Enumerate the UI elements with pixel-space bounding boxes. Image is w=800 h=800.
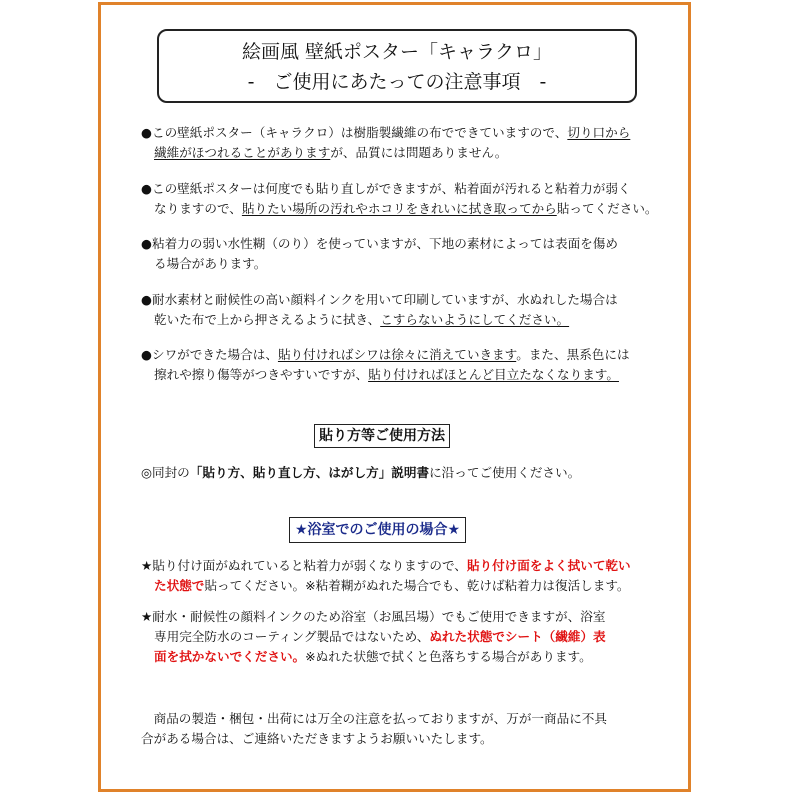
note-wrinkles: ●シワができた場合は、貼り付ければシワは徐々に消えていきます。また、黒系色には 擦れや擦り傷等がつきやすいですが、貼り付ければほとんど目立たなくなります。 [141,347,630,382]
title-line-1: 絵画風 壁紙ポスター「キャラクロ」 [241,41,553,63]
page-frame [98,2,691,792]
bath-heading: ★浴室でのご使用の場合★ [289,517,466,543]
bath-note-dry: ★貼り付け面がぬれていると粘着力が弱くなりますので、貼り付け面をよく拭いて乾い た状態で貼ってください。※粘着糊がぬれた場合でも、乾けば粘着力は復活します。 [141,558,631,593]
usage-heading: 貼り方等ご使用方法 [314,424,450,448]
bath-notes [141,556,681,678]
notes-list [141,123,681,401]
note-water: ●耐水素材と耐候性の高い顔料インクを用いて印刷していますが、水ぬれした場合は 乾いた布で上から押さえるように拭き、こすらないようにしてください。 [141,291,618,327]
bath-note-wipe: ★耐水・耐候性の顔料インクのため浴室（お風呂場）でもご使用できますが、浴室 専用完全防水のコーティング製品ではないため、ぬれた状態でシート（繊維）表 面を拭かないでください。※ぬれた状態で拭くと色落ちする場合があります。 [141,609,606,664]
title-box [157,29,637,103]
note-reapply: ●この壁紙ポスターは何度でも貼り直しができますが、粘着面が汚れると粘着力が弱く なりますので、貼りたい場所の汚れやホコリをきれいに拭き取ってから貼ってください。 [141,180,658,216]
usage-instructions: ◎同封の「貼り方、貼り直し方、はがし方」説明書に沿ってご使用ください。 [141,465,581,480]
footer-note: 商品の製造・梱包・出荷には万全の注意を払っておりますが、万が一商品に不具 合がある場合は、ご連絡いただきますようお願いいたします。 [141,711,607,746]
note-fraying: ●この壁紙ポスター（キャラクロ）は樹脂製繊維の布でできていますので、切り口から 繊維がほつれることがありますが、品質には問題ありません。 [141,125,631,160]
title-line-2: - ご使用にあたっての注意事項 - [247,71,547,93]
note-adhesive: ●粘着力の弱い水性糊（のり）を使っていますが、下地の素材によっては表面を傷め る場合があります。 [141,236,618,271]
